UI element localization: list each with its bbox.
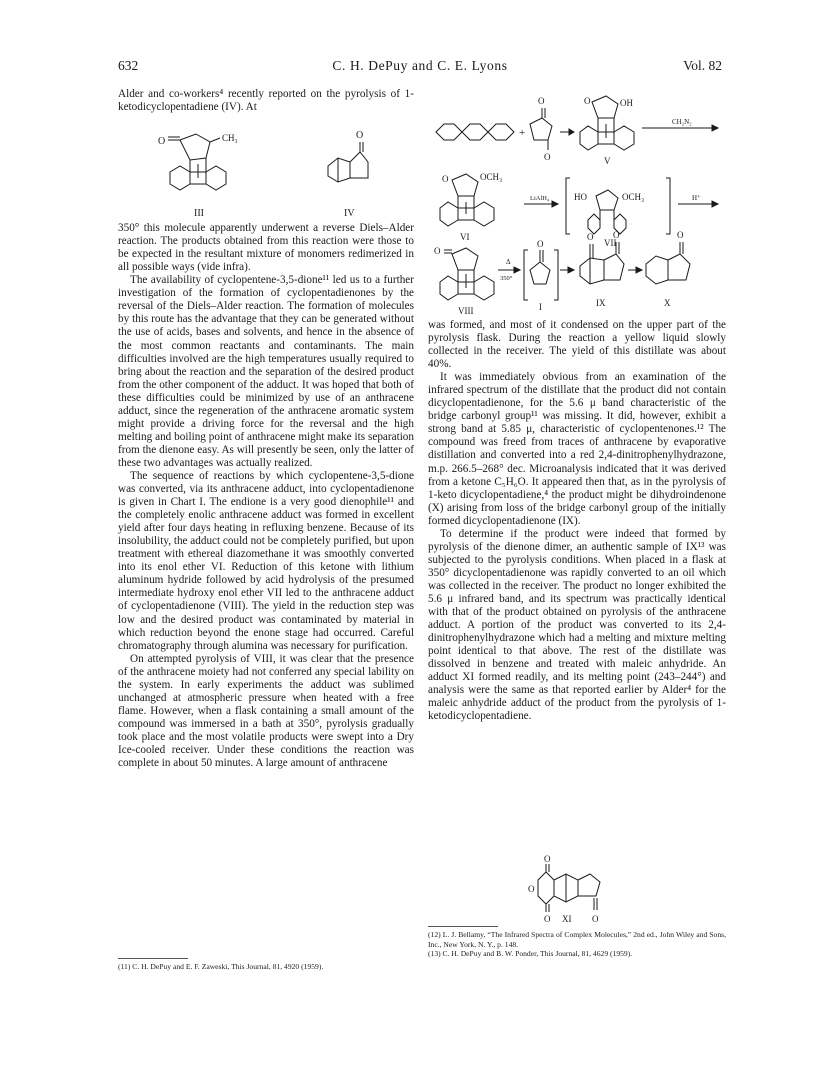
reagent-lithium-aluminum-hydride: LiAlH₄ [530, 195, 550, 202]
compound-label-i: I [539, 302, 542, 312]
methoxy-label: OCH₃ [622, 192, 645, 202]
paragraph: The sequence of reactions by which cyclopentene-3,5-dione was converted, via its anthracene adduct, into cyclopentadienone is given in Chart I. The endione is a very good dienophile¹¹ and the completely enolic anthracene adduct was formed in excellent yield after four days heating in refluxing benzene. Because of its insolubility, the adduct could not be completely purified, but upon treatment with ethereal diazomethane it was smoothly converted into its enol ether VI. Reduction of this ketone with lithium aluminum hydride followed by acid hydrolysis of the presumed intermediate hydroxy enol ether VII led to the anthracene adduct of cyclopentadienone (VIII). The yield in the reduction step was low and the desired product was contaminated by material in which reduction beyond the enone stage had occurred. Careful chromatography through alumina was necessary for purification. [118, 469, 414, 652]
reagent-acid: H⁺ [692, 194, 701, 202]
reagent-heat: Δ [506, 258, 511, 266]
structure-xi [518, 852, 628, 924]
paragraph: was formed, and most of it condensed on the upper part of the pyrolysis flask. During the reaction a yellow liquid slowly collected in the receiver. The yield of this distillate was about 40%. [428, 319, 726, 371]
oxygen-label: O [613, 230, 620, 240]
paragraph: 350° this molecule apparently underwent a reverse Diels–Alder reaction. The products obtained from this reaction were those to be expected in the resultant mixture of monomers redimerized in all possible ways (vide infra). [118, 222, 414, 274]
paragraph: On attempted pyrolysis of VIII, it was clear that the presence of the anthracene moiety had not conferred any special lability on the system. In early experiments the adduct was sublimed unchanged at atmospheric pressure when heated with a free flame. However, when a flask containing a small amount of the compound was immersed in a bath at 350°, pyrolysis gradually took place and the most volatile products were swept into a Dry Ice-cooled receiver. Under these conditions the reaction was complete in about 50 minutes. A large amount of anthracene [118, 652, 414, 770]
compound-label-iii: III [194, 208, 204, 220]
oxygen-label: O [584, 96, 591, 106]
plus-sign: + [519, 127, 526, 139]
chart-i-reaction-scheme [428, 84, 726, 316]
footnote-11: (11) C. H. DePuy and E. F. Zaweski, This Journal, 81, 4920 (1959). [118, 962, 324, 971]
oxygen-label: O [592, 914, 599, 924]
methyl-label: CH₃ [222, 133, 238, 144]
compound-label-viii: VIII [458, 306, 474, 316]
compound-label-v: V [604, 156, 611, 166]
oxygen-label: O [442, 174, 449, 184]
hydroxy-label: HO [574, 192, 587, 202]
oxygen-label: O [544, 854, 551, 864]
oxygen-label: O [528, 884, 535, 894]
footnotes-left [118, 962, 414, 972]
oxygen-label: O [537, 239, 544, 249]
footnote-13: (13) C. H. DePuy and B. W. Ponder, This Journal, 81, 4629 (1959). [428, 949, 633, 959]
paragraph: Alder and co-workers⁴ recently reported on the pyrolysis of 1-ketodicyclopentadiene (IV). At [118, 88, 414, 114]
oxygen-label: O [677, 230, 684, 240]
volume-label: Vol. 82 [683, 58, 722, 73]
compound-label-iv: IV [344, 208, 355, 220]
footnote-rule [118, 958, 188, 959]
compound-label-vi: VI [460, 232, 470, 242]
oxygen-label: O [587, 232, 594, 242]
structures-iii-iv [118, 114, 414, 222]
compound-label-ix: IX [596, 298, 606, 308]
page-number: 632 [118, 58, 139, 73]
oxygen-label: O [356, 130, 364, 142]
hydroxyl-label: OH [620, 98, 633, 108]
paragraph: The availability of cyclopentene-3,5-dione¹¹ led us to a further investigation of the formation of cyclopentadienones by the reversal of the Diels–Alder reaction. The formation of molecules by this route has the advantage that they can be generated without the use of acids, bases and solvents, and hence in the absence of the most common reactants and contaminants. The main difficulties involved are the high temperatures usually required to bring about the reaction and the separation of the desired product from the other component of the adduct. It was hoped that both of these difficulties could be minimized by use of an anthracene adduct, since the regeneration of the anthracene aromatic system might provide a driving force for the reversal and the high melting and boiling point of anthracene might make its separation from the dienone easy. As will presently be seen, only the latter of these two advantages was actually realized. [118, 274, 414, 469]
reagent-diazomethane: CH₂N₂ [672, 118, 692, 126]
right-column [428, 319, 726, 723]
compound-label-xi: XI [562, 914, 572, 924]
compound-label-x: X [664, 298, 671, 308]
oxygen-label: O [544, 914, 551, 924]
footnotes-right [428, 930, 726, 959]
reagent-temperature: 350° [500, 275, 513, 282]
oxygen-label: O [544, 152, 551, 162]
oxygen-label: O [158, 136, 166, 148]
compound-label-vii: VII [604, 238, 617, 248]
running-authors: C. H. DePuy and C. E. Lyons [332, 58, 508, 73]
left-column [118, 88, 414, 770]
footnote-12: (12) L. J. Bellamy, “The Infrared Spectra of Complex Molecules,” 2nd ed., John Wiley and Sons, Inc., New York, N. Y., p. 148. [428, 930, 726, 949]
methoxy-label: OCH₃ [480, 172, 503, 182]
oxygen-label: O [538, 96, 545, 106]
running-header [118, 58, 722, 76]
paragraph: It was immediately obvious from an examination of the infrared spectrum of the distillate that the product did not contain dicyclopentadienone, for the 5.6 μ band characteristic of the bridge carbonyl group¹¹ was missing. It did, however, exhibit a strong band at 5.85 μ, characteristic of cyclopentenones.¹² The compound was freed from traces of anthracene by evaporative distillation and converted into a red 2,4-dinitrophenylhydrazone, m.p. 266.5–268° dec. Microanalysis indicated that it was derived from a ketone C₅H₆O. It appeared then that, as in the pyrolysis of 1-keto dicyclopentadiene,⁴ the product might be dihydroindenone (X) arising from loss of the bridge carbonyl group of the initially formed dicyclopentadienone (IX). [428, 371, 726, 527]
oxygen-label: O [434, 246, 441, 256]
footnote-rule [428, 926, 498, 927]
paragraph: To determine if the product were indeed that formed by pyrolysis of the dienone dimer, an authentic sample of IX¹³ was subjected to the pyrolysis conditions. When placed in a flask at 350° dicyclopentadienone was rapidly converted to an oil which was collected in the receiver. The product no longer exhibited the 5.6 μ infrared band, and its spectrum was practically identical with that of the product obtained on pyrolysis of the anthracene adduct. A portion of the product was converted to its 2,4-dinitrophenylhydrazone which had a melting and mixture melting point identical to that above. The rest of the distillate was dissolved in benzene and treated with maleic anhydride. An adduct XI formed readily, and its melting point (243–244°) and analysis were the same as that reported earlier by Alder⁴ for the maleic anhydride adduct of the product from the pyrolysis of 1-ketodicyclopentadiene. [428, 527, 726, 723]
